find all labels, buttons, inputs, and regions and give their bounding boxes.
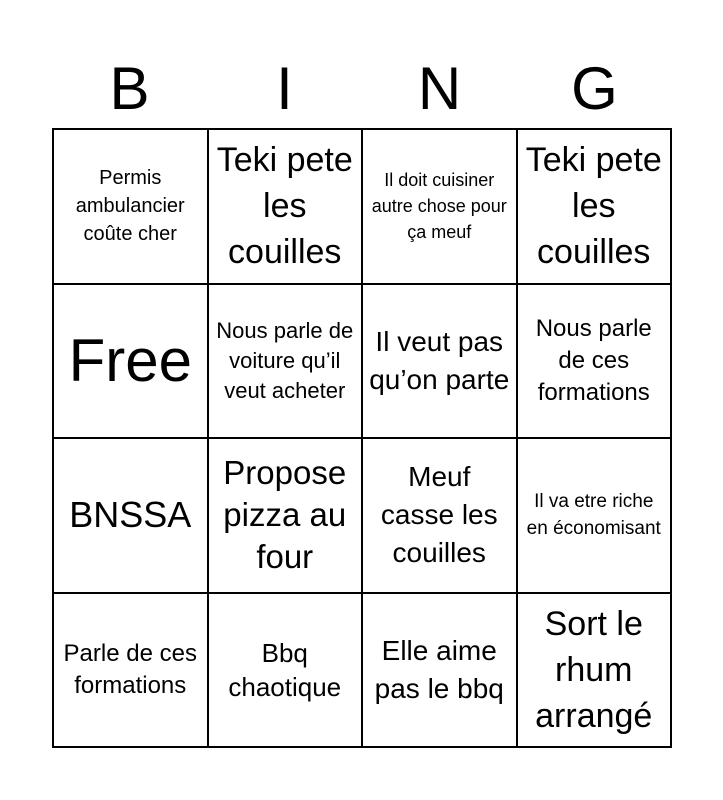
cell-text: Teki pete les couilles: [525, 141, 662, 272]
cell-text: Nous parle de voiture qu’il veut acheter: [216, 317, 354, 403]
bingo-cell[interactable]: [517, 129, 672, 284]
cell-text: Meuf casse les couilles: [380, 461, 498, 569]
cell-text: Teki pete les couilles: [216, 141, 353, 272]
bingo-cell[interactable]: [362, 593, 517, 748]
bingo-cell[interactable]: [208, 438, 363, 593]
bingo-cell[interactable]: [208, 284, 363, 439]
bingo-header: [52, 50, 672, 128]
cell-text: Bbq chaotique: [228, 637, 342, 702]
bingo-cell[interactable]: [208, 129, 363, 284]
cell-text: BNSSA: [69, 494, 192, 536]
bingo-grid: [52, 128, 672, 748]
bingo-cell[interactable]: [53, 438, 208, 593]
bingo-cell[interactable]: [362, 438, 517, 593]
header-letter-b: B: [109, 55, 150, 122]
cell-text: Elle aime pas le bbq: [374, 634, 504, 704]
cell-text: Sort le rhum arrangé: [535, 604, 653, 735]
cell-text: Permis ambulancier coûte cher: [75, 167, 185, 246]
bingo-cell[interactable]: [208, 593, 363, 748]
header-letter-n: N: [417, 55, 462, 122]
cell-text: Propose pizza au four: [223, 454, 347, 576]
cell-text: Il doit cuisiner autre chose pour ça meuf: [371, 170, 507, 243]
cell-text: Free: [68, 326, 192, 394]
bingo-cell[interactable]: [517, 284, 672, 439]
bingo-cell[interactable]: [362, 129, 517, 284]
header-letter-i: I: [276, 55, 293, 122]
cell-text: Parle de ces formations: [63, 639, 197, 699]
header-letter-g: G: [571, 55, 618, 122]
bingo-cell[interactable]: [53, 593, 208, 748]
cell-text: Il va etre riche en économisant: [526, 491, 661, 540]
bingo-cell[interactable]: [517, 438, 672, 593]
bingo-cell[interactable]: [517, 593, 672, 748]
cell-text: Il veut pas qu’on parte: [369, 325, 510, 395]
bingo-cell[interactable]: [53, 129, 208, 284]
cell-text: Nous parle de ces formations: [535, 314, 652, 406]
bingo-cell[interactable]: [362, 284, 517, 439]
free-cell[interactable]: [53, 284, 208, 439]
